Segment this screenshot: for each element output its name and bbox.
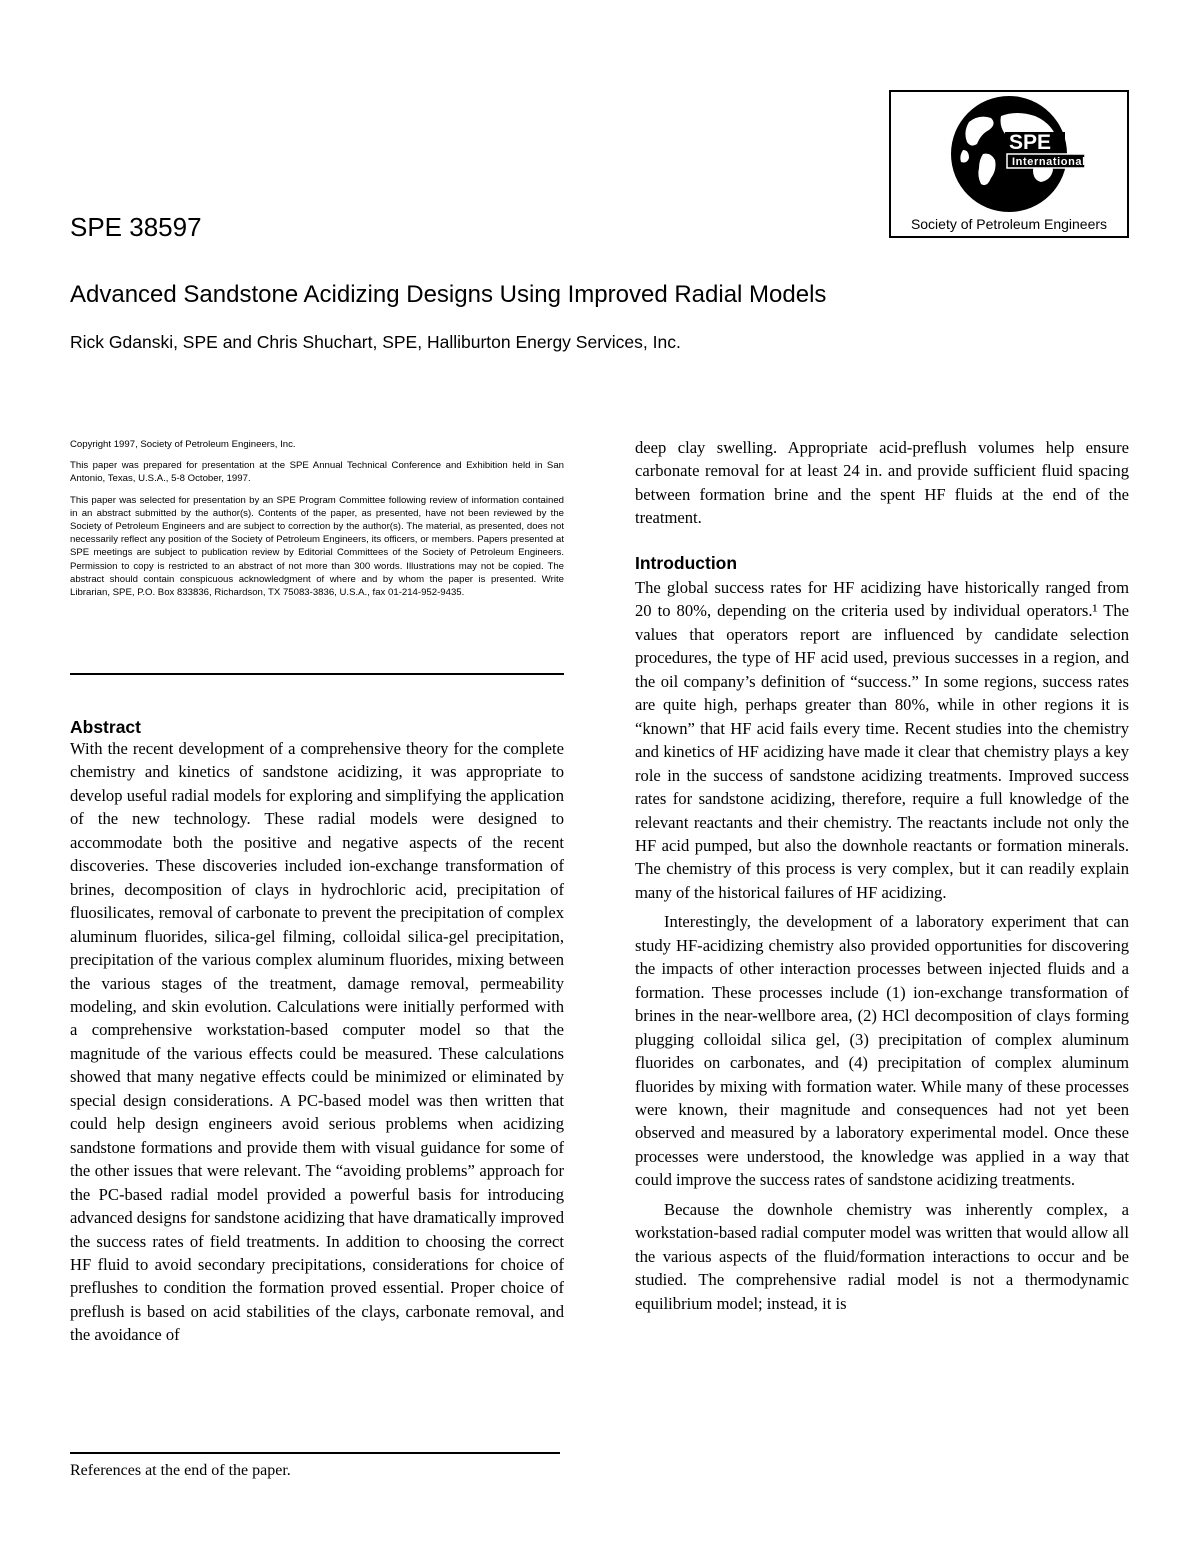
intro-paragraph-3: Because the downhole chemistry was inherently complex, a workstation-based radial computer model was written that would allow all the various aspects of the fluid/formation interactions to occur and be studied. The comprehensive radial model is not a thermodynamic equilibrium model; instead, it is	[635, 1199, 1129, 1313]
intro-paragraph-1: The global success rates for HF acidizing have historically ranged from 20 to 80%, depending on the criteria used by individual operators.¹ The values that operators report are influenced by candidate selection procedures, the type of HF acid used, previous successes in a region, and the oil company’s definition of “success.” In some regions, success rates are quite high, perhaps greater than 80%, while in other regions it is “known” that HF acid fails every time. Recent studies into the chemistry and kinetics of HF acidizing have made it clear that chemistry plays a key role in the success of sandstone acidizing treatments. Improved success rates for sandstone acidizing, therefore, require a full knowledge of the relevant reactants and their chemistry. The reactants include not only the HF acid pumped, but also the downhole reactants or formation minerals. The chemistry of this process is very complex, but it can readily explain many of the historical failures of HF acidizing.	[635, 578, 1129, 902]
copyright-line: Copyright 1997, Society of Petroleum Engineers, Inc.	[70, 439, 296, 450]
spe-international-label: International	[1012, 156, 1086, 168]
introduction-heading: Introduction	[635, 553, 738, 573]
logo-caption: Society of Petroleum Engineers	[910, 216, 1108, 232]
copyright-notice	[70, 438, 564, 607]
selection-disclaimer: This paper was selected for presentation by an SPE Program Committee following review of information contained in an abstract submitted by the author(s). Contents of the paper, as presented, have not been reviewed by the Society of Petroleum Engineers and are subject to correction by the author(s). The material, as presented, does not necessarily reflect any position of the Society of Petroleum Engineers, its officers, or members. Papers presented at SPE meetings are subject to publication review by Editorial Committees of the Society of Petroleum Engineers. Permission to copy is restricted to an abstract of not more than 300 words. Illustrations may not be copied. The abstract should contain conspicuous acknowledgment of where and by whom the paper is presented. Write Librarian, SPE, P.O. Box 833836, Richardson, TX 75083-3836, U.S.A., fax 01-214-952-9435.	[70, 494, 564, 599]
abstract-paragraph: With the recent development of a comprehensive theory for the complete chemistry and kinetics of sandstone acidizing, it was appropriate to develop useful radial models for exploring and simplifying the application of the new technology. These radial models were designed to accommodate both the positive and negative aspects of the recent discoveries. These discoveries included ion-exchange transformation of brines, decomposition of clays in hydrochloric acid, precipitation of fluosilicates, removal of carbonate to prevent the precipitation of complex aluminum fluorides, silica-gel filming, colloidal silica-gel precipitation, precipitation of the various complex aluminum fluorides, mixing between the various stages of the treatment, damage removal, permeability modeling, and skin evolution. Calculations were initially performed with a comprehensive workstation-based computer model so that the magnitude of the various effects could be measured. These calculations showed that many negative effects could be minimized or eliminated by special design considerations. A PC-based model was then written that could help design engineers avoid serious problems when acidizing sandstone formations and provide them with visual guidance for some of the other issues that were relevant. The “avoiding problems” approach for the PC-based radial model provided a powerful basis for introducing advanced designs for sandstone acidizing that have dramatically improved the success rates of field treatments. In addition to choosing the correct HF fluid to avoid secondary precipitations, considerations for choice of preflushes to condition the formation proved essential. Proper choice of preflush is based on acid stabilities of the clays, carbonate removal, and the avoidance of	[70, 739, 564, 1345]
spe-wordmark: SPE	[1009, 131, 1052, 154]
footnote: References at the end of the paper.	[70, 1462, 291, 1479]
globe-icon	[891, 92, 1127, 216]
abstract-heading: Abstract	[70, 717, 141, 737]
abstract-continuation-paragraph: deep clay swelling. Appropriate acid-preflush volumes help ensure carbonate removal for at least 24 in. and provide sufficient fluid spacing between formation brine and the spent HF fluids at the end of the treatment.	[635, 438, 1129, 528]
divider	[70, 673, 564, 675]
paper-title: Advanced Sandstone Acidizing Designs Using Improved Radial Models	[70, 281, 827, 308]
paper-authors: Rick Gdanski, SPE and Chris Shuchart, SPE, Halliburton Energy Services, Inc.	[70, 332, 681, 352]
intro-paragraph-2: Interestingly, the development of a laboratory experiment that can study HF-acidizing chemistry also provided opportunities for discovering the impacts of other interaction processes between injected fluids and a formation. These processes include (1) ion-exchange transformation of brines in the near-wellbore area, (2) HCl decomposition of clays forming plugging colloidal silica gel, (3) precipitation of complex aluminum fluorides on carbonates, and (4) precipitation of complex aluminum fluorides by mixing with formation water. While many of these processes were known, their magnitude and consequences had not yet been observed and measured by a laboratory experimental model. Once these processes were understood, the knowledge was applied in a way that could improve the success rates of sandstone acidizing treatments.	[635, 912, 1129, 1190]
paper-number: SPE 38597	[70, 212, 202, 242]
abstract-body	[70, 737, 564, 1347]
presentation-note: This paper was prepared for presentation at the SPE Annual Technical Conference and Exhibition held in San Antonio, Texas, U.S.A., 5-8 October, 1997.	[70, 460, 564, 485]
introduction-body	[635, 576, 1129, 1315]
footnote-divider	[70, 1452, 560, 1454]
spe-logo	[889, 90, 1129, 238]
abstract-continuation	[635, 436, 1129, 530]
